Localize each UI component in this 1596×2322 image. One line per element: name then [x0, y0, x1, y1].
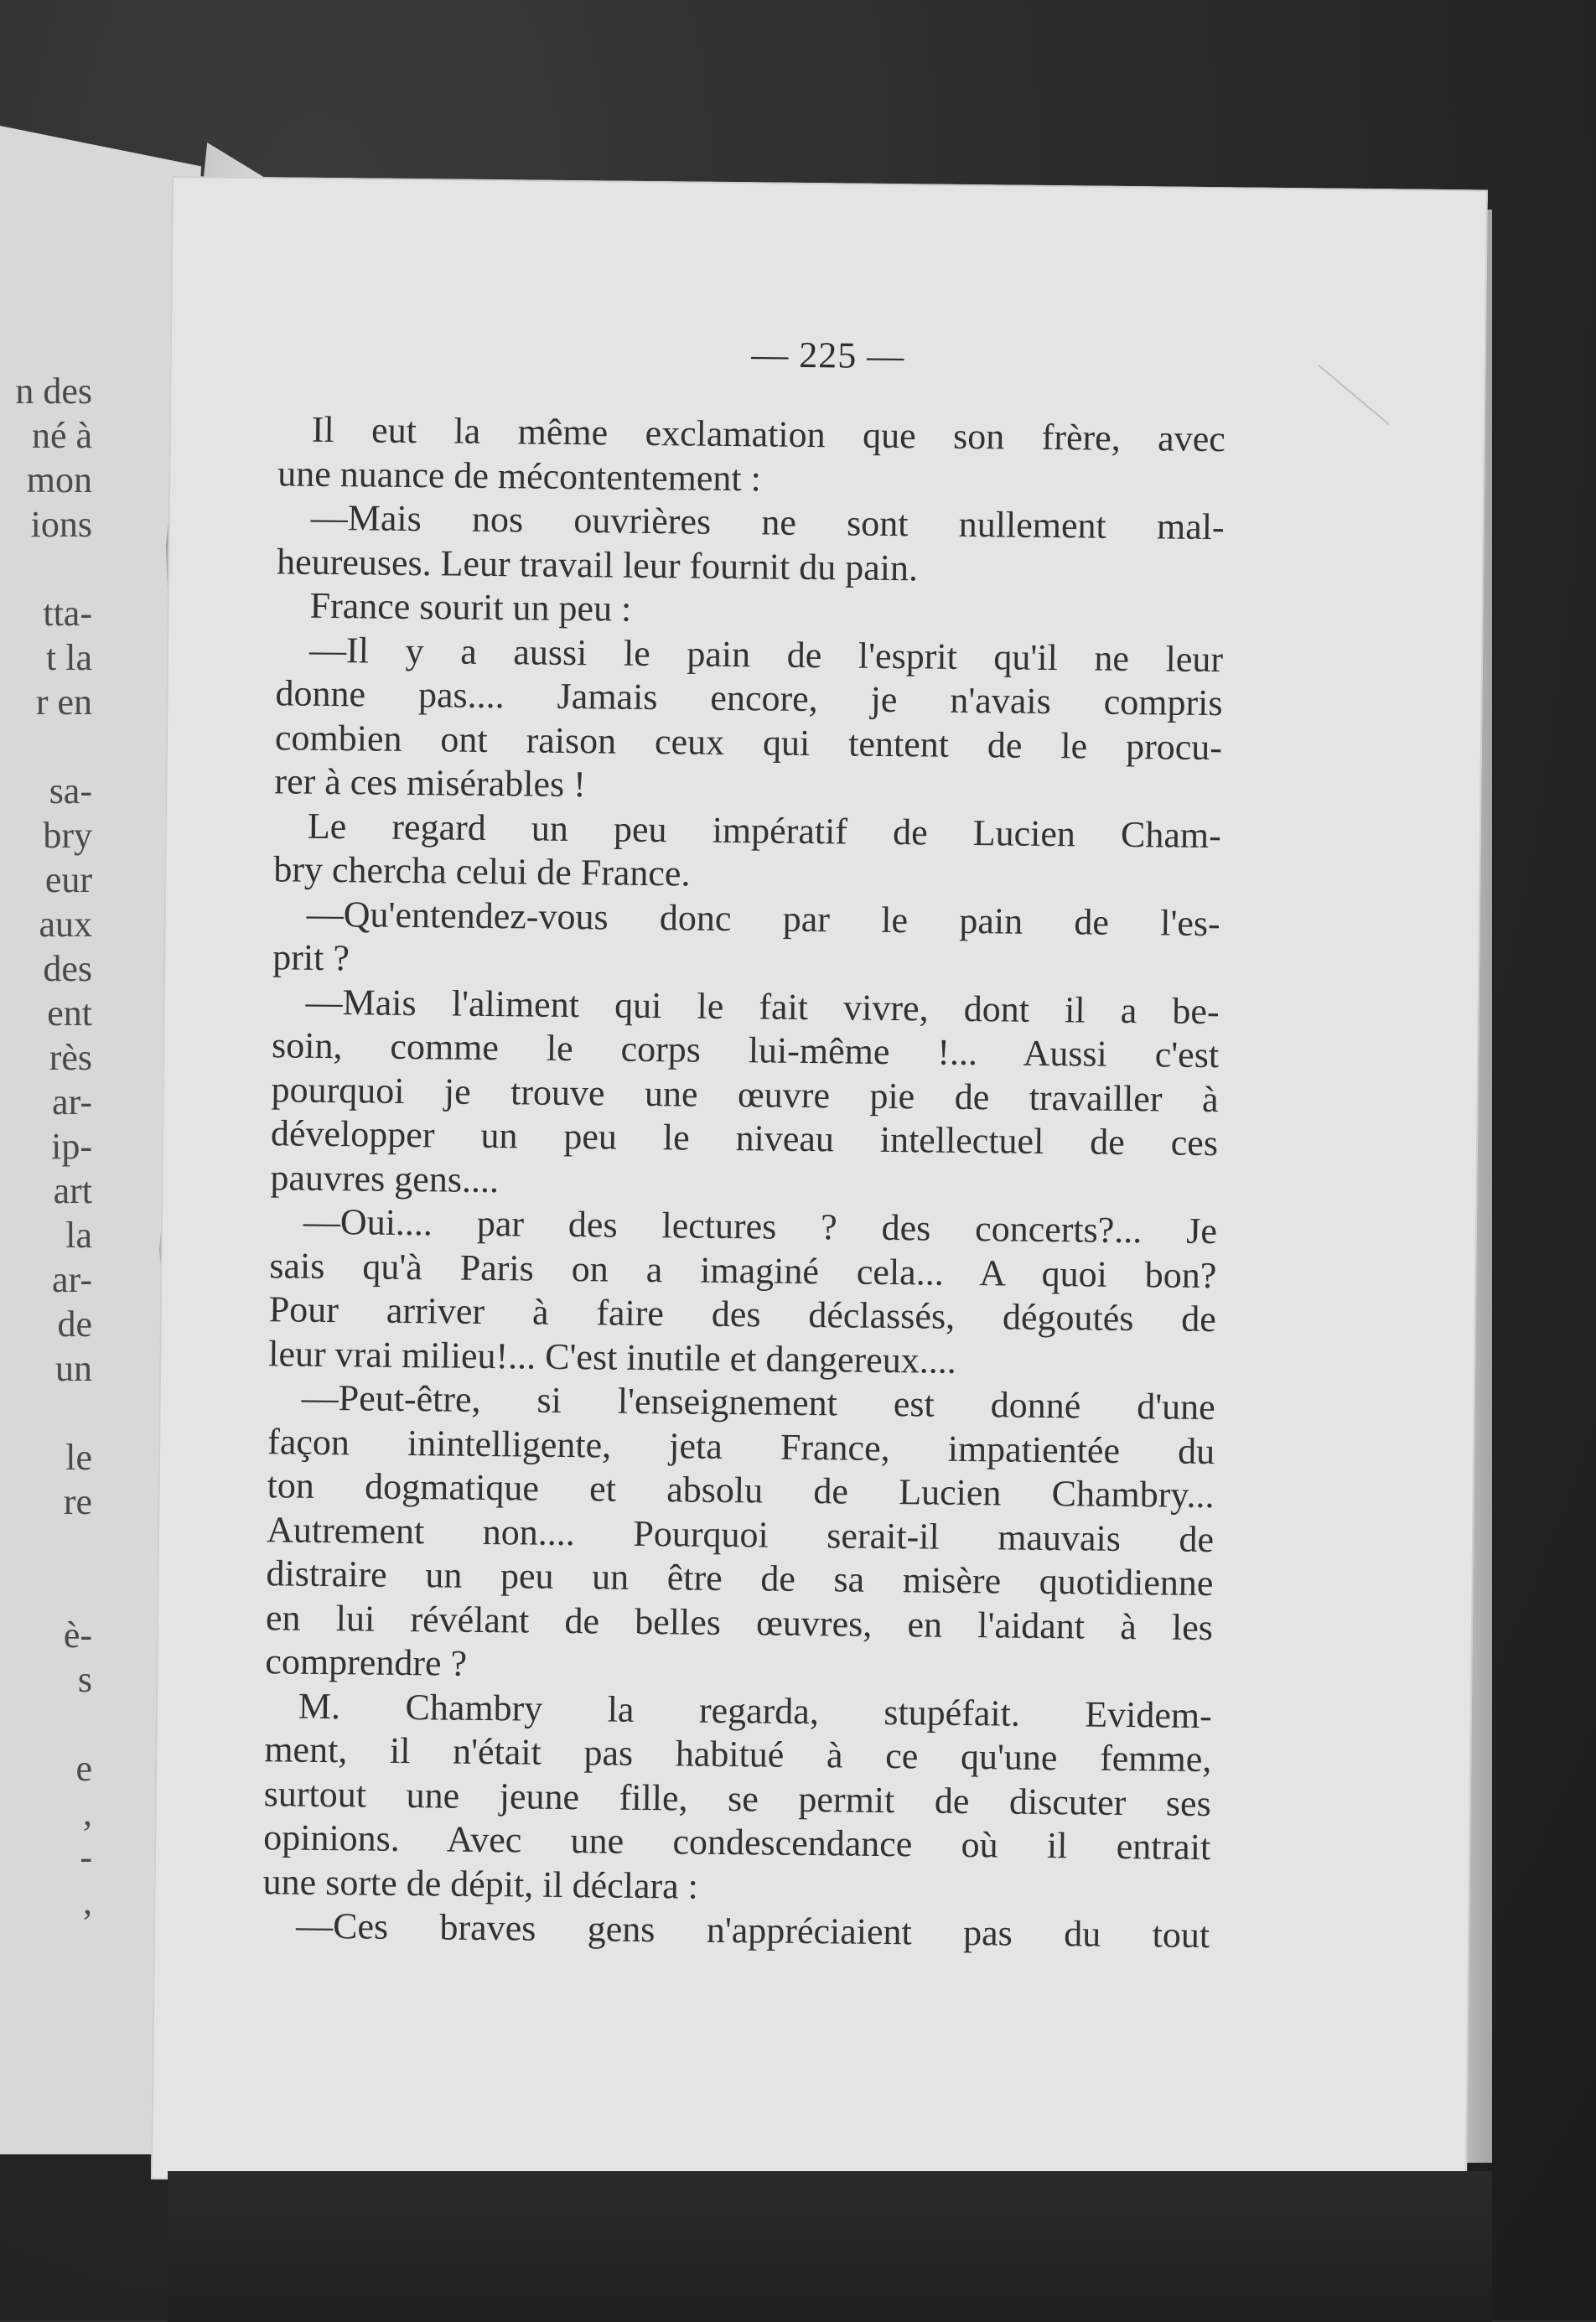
text-line: comprendre ? — [265, 1640, 468, 1684]
left-fragment-line: mon — [26, 459, 92, 500]
left-fragment-line — [0, 724, 92, 769]
left-fragment-line — [0, 1702, 92, 1746]
left-fragment-line: ent — [47, 993, 92, 1034]
left-fragment-line: e — [75, 1748, 92, 1789]
text-line: Autrement non.... Pourquoi serait-il mauvais de — [266, 1508, 1215, 1560]
text-line: donne pas.... Jamais encore, je n'avais compris — [275, 672, 1223, 724]
text-line: Le regard un peu impératif de Lucien Cham- — [307, 805, 1222, 856]
left-fragment-line: , — [83, 1792, 92, 1833]
text-line: soin, comme le corps lui-même !... Aussi c'est — [271, 1024, 1220, 1076]
text-line: en lui révélant de belles œuvres, en l'aidant à les — [265, 1596, 1214, 1648]
left-fragment-line: art — [53, 1170, 92, 1211]
left-fragment-line: ions — [30, 504, 92, 545]
left-fragment-line: r en — [35, 682, 92, 723]
left-fragment-line: bry — [43, 815, 92, 856]
left-fragment-line: des — [43, 948, 92, 989]
table-shadow — [168, 2171, 1492, 2322]
left-fragment-line: ar- — [52, 1081, 92, 1122]
text-line: une sorte de dépit, il déclara : — [262, 1860, 699, 1907]
text-line: France sourit un peu : — [309, 584, 632, 630]
text-line: —Ces braves gens n'appréciaient pas du tout — [295, 1905, 1210, 1957]
text-line: pauvres gens.... — [270, 1156, 500, 1200]
text-line: —Peut-être, si l'enseignement est donné d'une — [301, 1376, 1215, 1428]
left-fragment-line: n des — [15, 371, 92, 412]
text-line: —Qu'entendez-vous donc par le pain de l'es- — [306, 893, 1220, 944]
text-line: —Mais l'aliment qui le fait vivre, dont il a be- — [305, 981, 1220, 1032]
text-line: opinions. Avec une condescendance où il entrait — [262, 1817, 1211, 1868]
left-fragment-line: de — [57, 1304, 92, 1345]
text-line: bry chercha celui de France. — [273, 848, 691, 894]
left-fragment-line: , — [83, 1881, 92, 1922]
left-fragment-line: re — [63, 1481, 92, 1522]
left-fragment-line: né à — [31, 415, 92, 456]
book-page — [151, 176, 1488, 2193]
left-fragment-line: è- — [63, 1615, 92, 1656]
left-fragment-line — [0, 1524, 92, 1568]
text-line: ton dogmatique et absolu de Lucien Chambry... — [267, 1464, 1215, 1516]
left-fragment-line — [0, 1568, 92, 1613]
left-fragment-line: - — [80, 1837, 92, 1878]
left-fragment-line: rès — [49, 1037, 92, 1078]
text-line: développer un peu le niveau intellectuel de ces — [270, 1112, 1219, 1164]
text-line: combien ont raison ceux qui tentent de le procu- — [274, 716, 1223, 768]
text-line: surtout une jeune fille, se permit de discuter ses — [263, 1772, 1211, 1824]
text-line: sais qu'à Paris on a imaginé cela... A quoi bon? — [269, 1244, 1217, 1296]
left-fragment-line: ip- — [51, 1126, 92, 1167]
left-fragment-line: un — [55, 1348, 92, 1389]
left-fragment-line: sa- — [49, 770, 92, 811]
text-line: pourquoi je trouve une œuvre pie de travailler à — [271, 1068, 1219, 1120]
text-line: rer à ces misérables ! — [274, 760, 587, 806]
left-fragment-line: la — [65, 1215, 92, 1256]
text-line: Pour arriver à faire des déclassés, dégoutés de — [268, 1288, 1217, 1340]
text-line: heureuses. Leur travail leur fournit du pain. — [276, 540, 919, 588]
text-line: distraire un peu un être de sa misère quotidienne — [266, 1552, 1214, 1604]
left-fragment-line: s — [77, 1659, 92, 1700]
text-line: Il eut la même exclamation que son frère, avec — [311, 408, 1226, 460]
left-fragment-line — [0, 547, 92, 591]
text-line: —Mais nos ouvrières ne sont nullement mal- — [310, 496, 1225, 548]
page-body-text — [262, 407, 1226, 1957]
text-line: une nuance de mécontentement : — [277, 452, 762, 499]
page-number: — 225 — — [751, 334, 905, 377]
previous-page-text-fragments — [0, 369, 92, 1924]
text-line: prit ? — [272, 936, 350, 979]
text-line: —Il y a aussi le pain de l'esprit qu'il ne leur — [308, 629, 1224, 680]
text-line: —Oui.... par des lectures ? des concerts?... Je — [303, 1200, 1218, 1252]
left-fragment-line: le — [65, 1437, 92, 1478]
left-fragment-line — [0, 1391, 92, 1435]
text-line: leur vrai milieu!... C'est inutile et dangereux.... — [268, 1332, 956, 1381]
left-fragment-line: aux — [39, 904, 92, 945]
left-fragment-line: t la — [46, 637, 92, 678]
text-line: M. Chambry la regarda, stupéfait. Evidem- — [298, 1685, 1213, 1736]
left-fragment-line: ar- — [52, 1259, 92, 1300]
text-line: façon inintelligente, jeta France, impatientée du — [267, 1420, 1215, 1472]
left-fragment-line: tta- — [43, 593, 92, 634]
left-fragment-line: eur — [44, 859, 92, 900]
text-line: ment, il n'était pas habitué à ce qu'une femme, — [264, 1729, 1212, 1780]
